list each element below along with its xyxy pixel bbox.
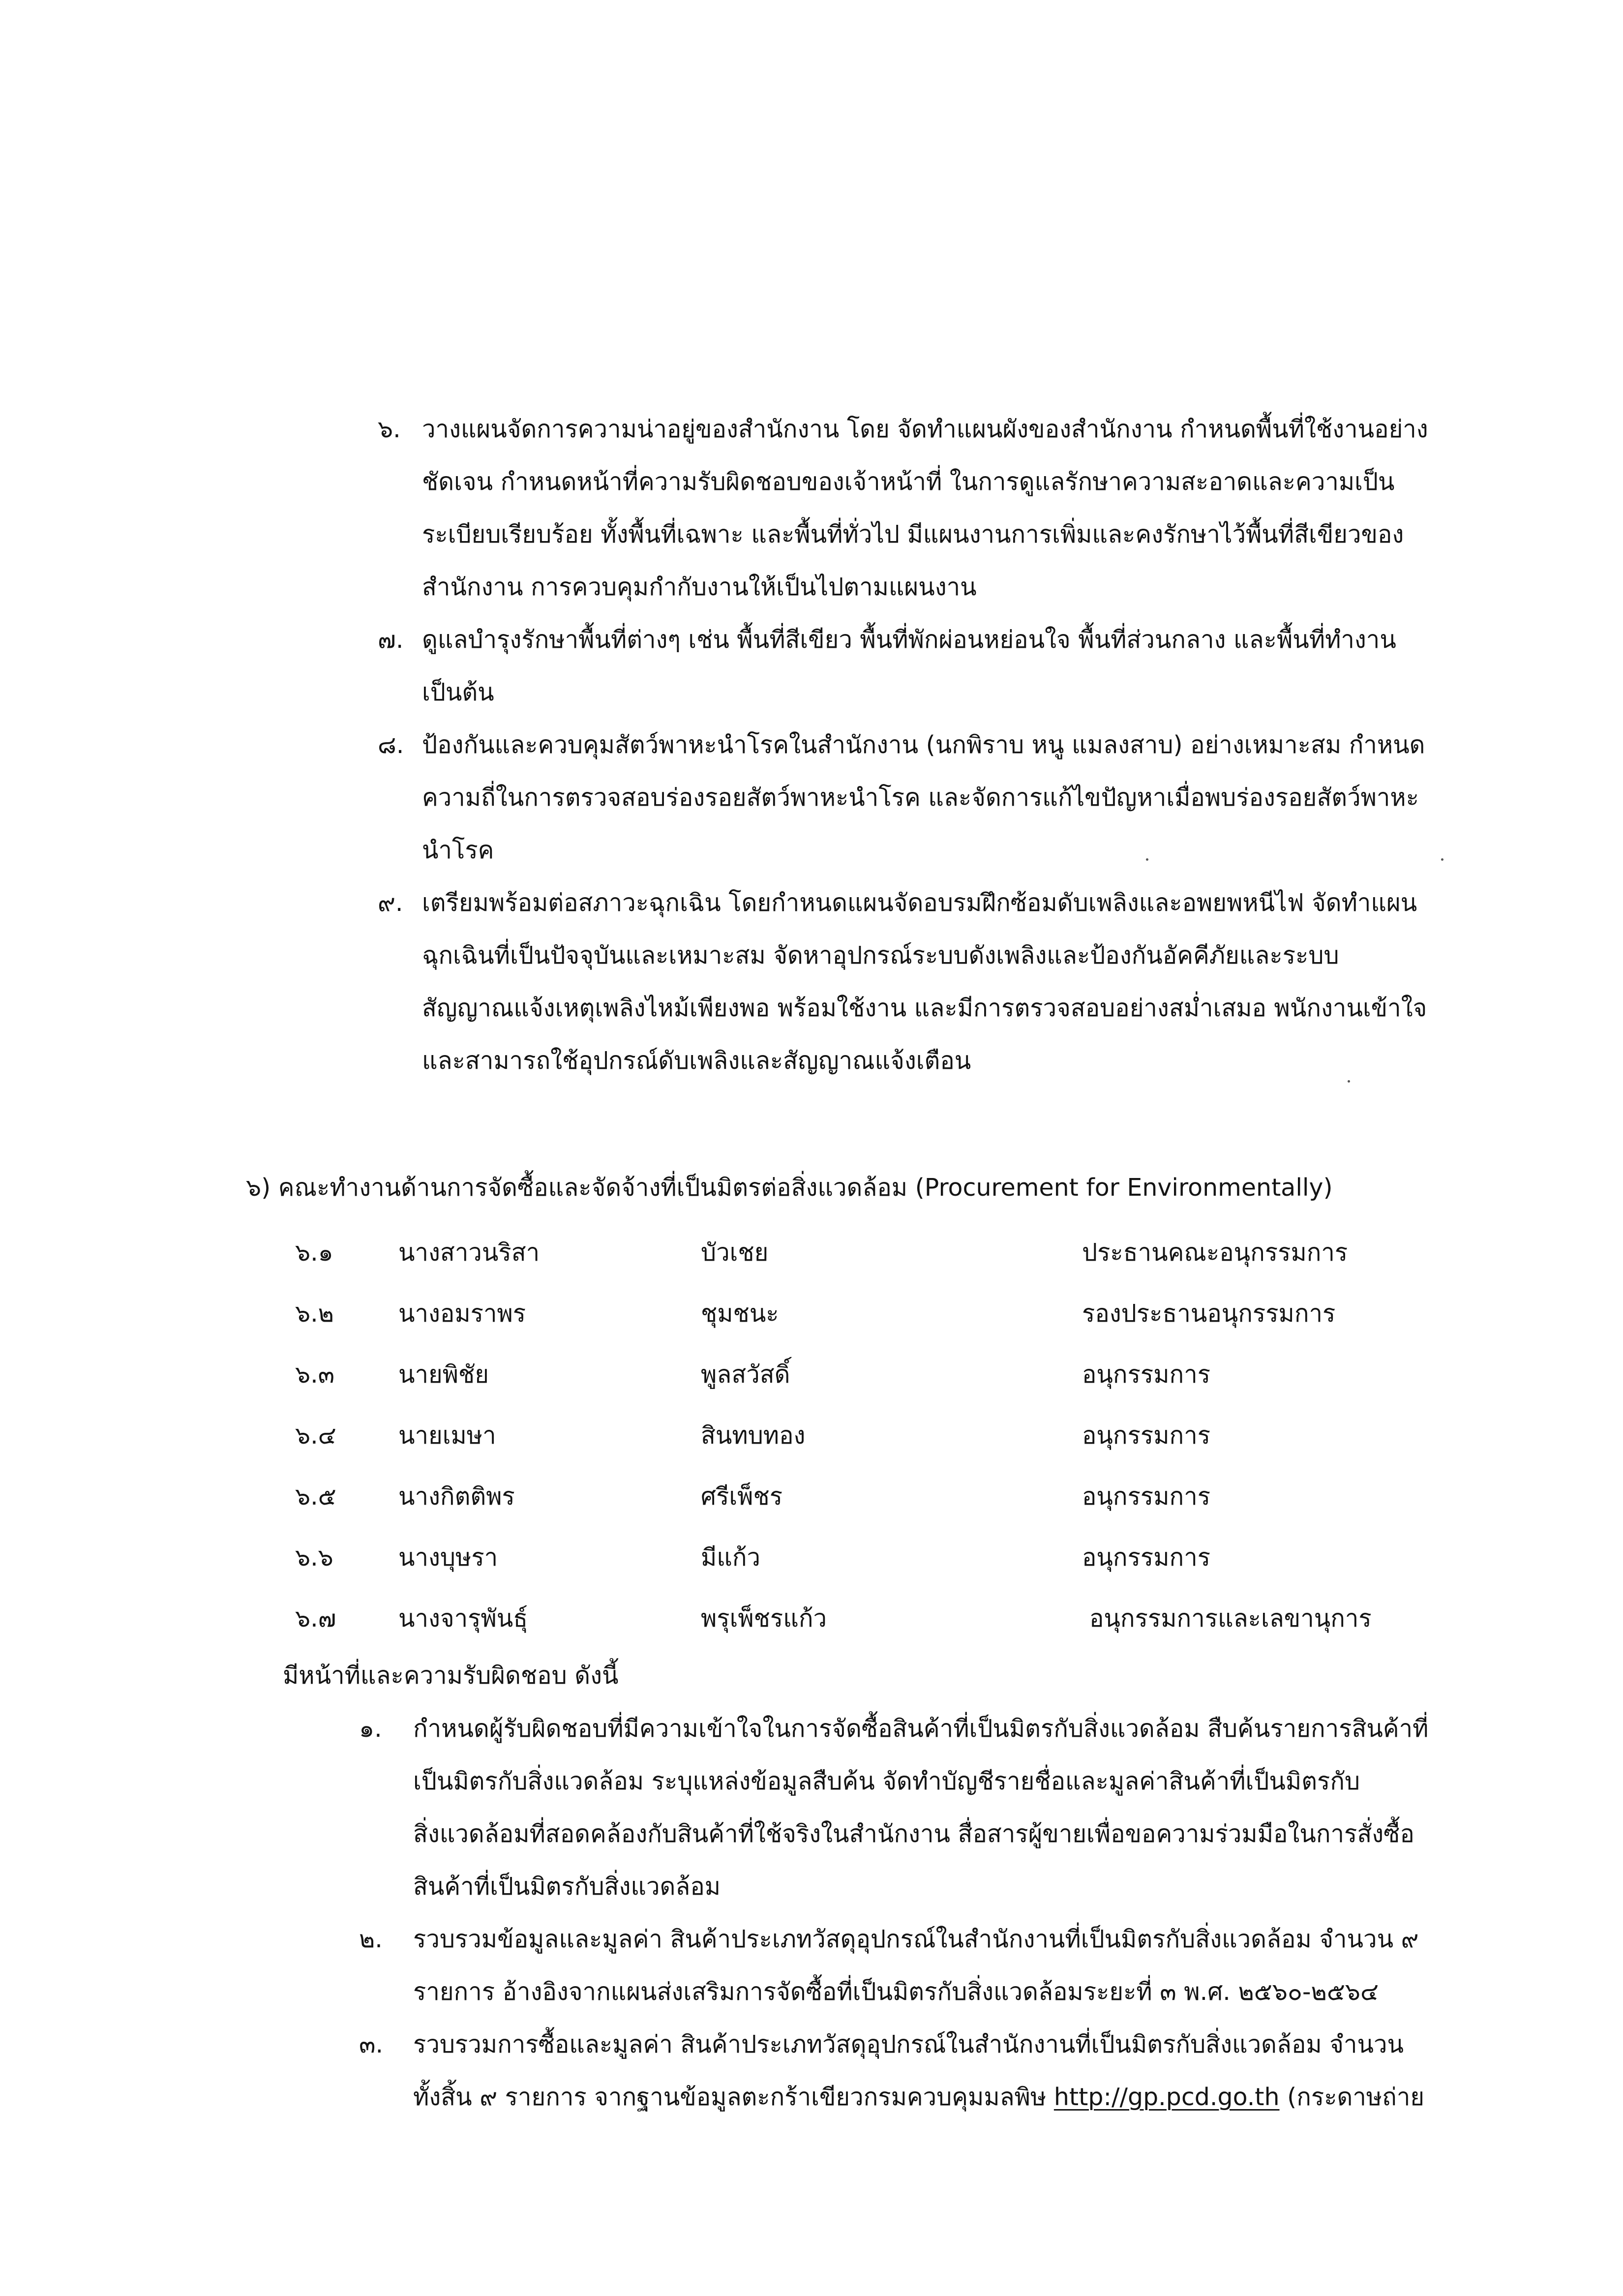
scan-speck [1146, 858, 1148, 861]
member-first-name: นายพิชัย [398, 1360, 489, 1389]
pcd-link[interactable]: http://gp.pcd.go.th [1053, 2083, 1280, 2111]
item-line: กำหนดผู้รับผิดชอบที่มีความเข้าใจในการจัดซื้อสินค้าที่เป็นมิตรกับสิ่งแวดล้อม สืบค้นรายการสินค้าที่ [413, 1715, 1429, 1743]
item-line: ฉุกเฉินที่เป็นปัจจุบันและเหมาะสม จัดหาอุปกรณ์ระบบดังเพลิงและป้องกันอัคคีภัยและระบบ [422, 941, 1339, 969]
item-line: ชัดเจน กำหนดหน้าที่ความรับผิดชอบของเจ้าหน้าที่ ในการดูแลรักษาความสะอาดและความเป็น [422, 468, 1395, 496]
member-last-name: สินทบทอง [701, 1421, 806, 1450]
line-text: ทั้งสิ้น ๙ รายการ จากฐานข้อมูลตะกร้าเขียวกรมควบคุมมลพิษ [413, 2083, 1054, 2111]
member-number: ๖.๒ [295, 1299, 334, 1328]
member-role: อนุกรรมการ [1082, 1360, 1211, 1389]
scan-speck [1348, 1080, 1350, 1083]
member-first-name: นางสาวนริสา [398, 1239, 540, 1267]
member-role: รองประธานอนุกรรมการ [1082, 1299, 1336, 1328]
member-last-name: พูลสวัสดิ์ [701, 1360, 790, 1389]
member-last-name: มีแก้ว [701, 1543, 761, 1571]
item-number: ๗. [378, 626, 404, 654]
item-line: เตรียมพร้อมต่อสภาวะฉุกเฉิน โดยกำหนดแผนจัดอบรมฝึกซ้อมดับเพลิงและอพยพหนีไฟ จัดทำแผน [422, 889, 1417, 917]
member-number: ๖.๑ [295, 1239, 333, 1267]
item-line: เป็นต้น [422, 678, 494, 706]
member-last-name: พรุเพ็ชรแก้ว [701, 1604, 827, 1632]
member-number: ๖.๕ [295, 1482, 336, 1511]
member-role: อนุกรรมการ [1082, 1482, 1211, 1511]
item-line: รายการ อ้างอิงจากแผนส่งเสริมการจัดซื้อที่เป็นมิตรกับสิ่งแวดล้อมระยะที่ ๓ พ.ศ. ๒๕๖๐-๒๕๖๔ [413, 1978, 1379, 2006]
member-first-name: นายเมษา [398, 1421, 496, 1450]
member-role: อนุกรรมการ [1082, 1421, 1211, 1450]
item-line: วางแผนจัดการความน่าอยู่ของสำนักงาน โดย จัดทำแผนผังของสำนักงาน กำหนดพื้นที่ใช้งานอย่าง [422, 415, 1428, 443]
item-number: ๖. [378, 415, 401, 443]
item-number: ๓. [359, 2030, 384, 2058]
item-line: และสามารถใช้อุปกรณ์ดับเพลิงและสัญญาณแจ้งเตือน [422, 1047, 971, 1075]
item-line: ดูแลบำรุงรักษาพื้นที่ต่างๆ เช่น พื้นที่สีเขียว พื้นที่พักผ่อนหย่อนใจ พื้นที่ส่วนกลาง และพื้นที่ทำงาน [422, 626, 1396, 654]
item-line: รวบรวมการซื้อและมูลค่า สินค้าประเภทวัสดุอุปกรณ์ในสำนักงานที่เป็นมิตรกับสิ่งแวดล้อม จำนวน [413, 2030, 1404, 2058]
member-first-name: นางจารุพันธุ์ [398, 1604, 528, 1632]
member-role: อนุกรรมการและเลขานุการ [1089, 1604, 1372, 1632]
member-role: อนุกรรมการ [1082, 1543, 1211, 1571]
item-number: ๒. [359, 1925, 383, 1953]
member-number: ๖.๗ [295, 1604, 336, 1632]
item-line: นำโรค [422, 836, 494, 864]
item-line: สิ่งแวดล้อมที่สอดคล้องกับสินค้าที่ใช้จริงในสำนักงาน สื่อสารผู้ขายเพื่อขอความร่วมมือในการสั่งซื้อ [413, 1820, 1414, 1848]
member-first-name: นางบุษรา [398, 1543, 498, 1571]
item-line [413, 2085, 1424, 2109]
item-line: ป้องกันและควบคุมสัตว์พาหะนำโรคในสำนักงาน (นกพิราบ หนู แมลงสาบ) อย่างเหมาะสม กำหนด [422, 731, 1425, 759]
item-number: ๙. [378, 889, 403, 917]
member-role: ประธานคณะอนุกรรมการ [1082, 1239, 1348, 1267]
duties-intro: มีหน้าที่และความรับผิดชอบ ดังนี้ [283, 1662, 619, 1690]
member-first-name: นางกิตติพร [398, 1482, 515, 1511]
line-text: (กระดาษถ่าย [1279, 2083, 1425, 2111]
item-line: สำนักงาน การควบคุมกำกับงานให้เป็นไปตามแผนงาน [422, 573, 977, 601]
item-line: รวบรวมข้อมูลและมูลค่า สินค้าประเภทวัสดุอุปกรณ์ในสำนักงานที่เป็นมิตรกับสิ่งแวดล้อม จำนวน ๙ [413, 1925, 1419, 1953]
item-number: ๘. [378, 731, 404, 759]
member-last-name: ชุมชนะ [701, 1299, 779, 1328]
member-last-name: บัวเชย [701, 1239, 769, 1267]
member-number: ๖.๔ [295, 1421, 336, 1450]
item-line: ระเบียบเรียบร้อย ทั้งพื้นที่เฉพาะ และพื้นที่ทั่วไป มีแผนงานการเพิ่มและคงรักษาไว้พื้นที่สีเขียวของ [422, 520, 1404, 548]
item-number: ๑. [359, 1715, 382, 1743]
member-number: ๖.๖ [295, 1543, 333, 1571]
scan-speck [1441, 858, 1443, 861]
item-line: เป็นมิตรกับสิ่งแวดล้อม ระบุแหล่งข้อมูลสืบค้น จัดทำบัญชีรายชื่อและมูลค่าสินค้าที่เป็นมิตรกับ [413, 1767, 1360, 1795]
item-line: ความถี่ในการตรวจสอบร่องรอยสัตว์พาหะนำโรค และจัดการแก้ไขปัญหาเมื่อพบร่องรอยสัตว์พาหะ [422, 784, 1419, 812]
member-last-name: ศรีเพ็ชร [701, 1482, 783, 1511]
member-number: ๖.๓ [295, 1360, 335, 1389]
section-heading: ๖) คณะทำงานด้านการจัดซื้อและจัดจ้างที่เป็นมิตรต่อสิ่งแวดล้อม (Procurement for Environmentally) [246, 1174, 1333, 1202]
item-line: สินค้าที่เป็นมิตรกับสิ่งแวดล้อม [413, 1873, 721, 1901]
member-first-name: นางอมราพร [398, 1299, 526, 1328]
item-line: สัญญาณแจ้งเหตุเพลิงไหม้เพียงพอ พร้อมใช้งาน และมีการตรวจสอบอย่างสม่ำเสมอ พนักงานเข้าใจ [422, 994, 1427, 1022]
